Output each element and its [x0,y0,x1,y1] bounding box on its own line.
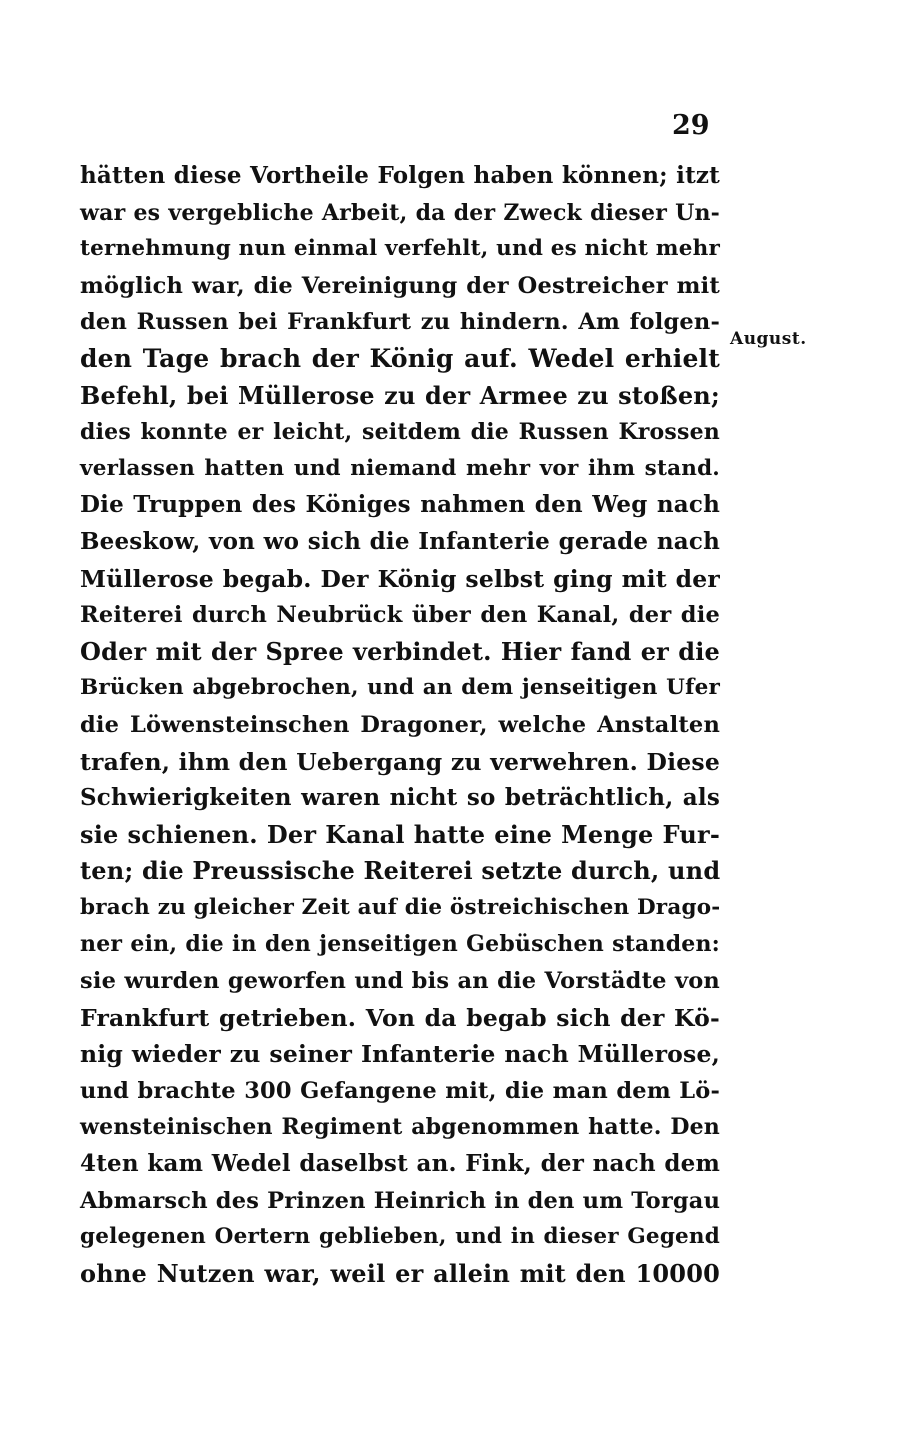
text-line: sie wurden geworfen und bis an die Vorstädte von [80,968,720,995]
text-line: Brücken abgebrochen, und an dem jenseitigen Ufer [80,675,720,701]
text-line: ner ein, die in den jenseitigen Gebüschen standen: [80,931,720,958]
text-line: die Löwensteinschen Dragoner, welche Anstalten [80,711,720,738]
text-line: dies konnte er leicht, seitdem die Russen Krossen [80,419,720,446]
text-line: war es vergebliche Arbeit, da der Zweck dieser Un- [80,199,720,226]
page-number: 29 [672,110,710,141]
text-line: Abmarsch des Prinzen Heinrich in den um Torgau [80,1187,721,1214]
text-line: verlassen hatten und niemand mehr vor ihm stand. [80,455,720,481]
text-line: möglich war, die Vereinigung der Oestreicher mit [80,272,720,299]
text-line: und brachte 300 Gefangene mit, die man dem Lö- [80,1077,720,1104]
text-line: 4ten kam Wedel daselbst an. Fink, der nach dem [80,1150,720,1178]
text-line: Reiterei durch Neubrück über den Kanal, der die [80,602,720,629]
text-line: trafen, ihm den Uebergang zu verwehren. Diese [80,747,720,776]
text-line: Müllerose begab. Der König selbst ging mit der [80,564,720,593]
text-line: ten; die Preussische Reiterei setzte durch, und [80,856,721,886]
text-line: wensteinischen Regiment abgenommen hatte. Den [80,1114,720,1141]
text-line: Oder mit der Spree verbindet. Hier fand er die [80,636,720,666]
text-line: brach zu gleicher Zeit auf die östreichischen Drago- [80,894,721,920]
text-line: Beeskow, von wo sich die Infanterie gerade nach [80,527,720,555]
text-line: sie schienen. Der Kanal hatte eine Menge Fur- [80,819,720,849]
text-line: Befehl, bei Müllerose zu der Armee zu stoßen; [80,380,720,410]
body-text [80,158,720,1292]
text-line: gelegenen Oertern geblieben, und in dieser Gegend [80,1224,720,1250]
marginal-note: August. [730,329,807,349]
text-line: hätten diese Vortheile Folgen haben können; itzt [80,162,720,189]
text-line: Frankfurt getrieben. Von da begab sich der Kö- [80,1003,720,1032]
text-line: Schwierigkeiten waren nicht so beträchtlich, als [80,784,720,812]
text-line: ternehmung nun einmal verfehlt, und es nicht mehr [80,236,720,262]
text-line: ohne Nutzen war, weil er allein mit den 10000 [80,1258,720,1288]
text-line: Die Truppen des Königes nahmen den Weg nach [80,491,720,519]
text-line: den Tage brach der König auf. Wedel erhielt [80,343,720,373]
text-line: nig wieder zu seiner Infanterie nach Müllerose, [80,1040,720,1069]
text-line: den Russen bei Frankfurt zu hindern. Am folgen- [80,309,720,336]
